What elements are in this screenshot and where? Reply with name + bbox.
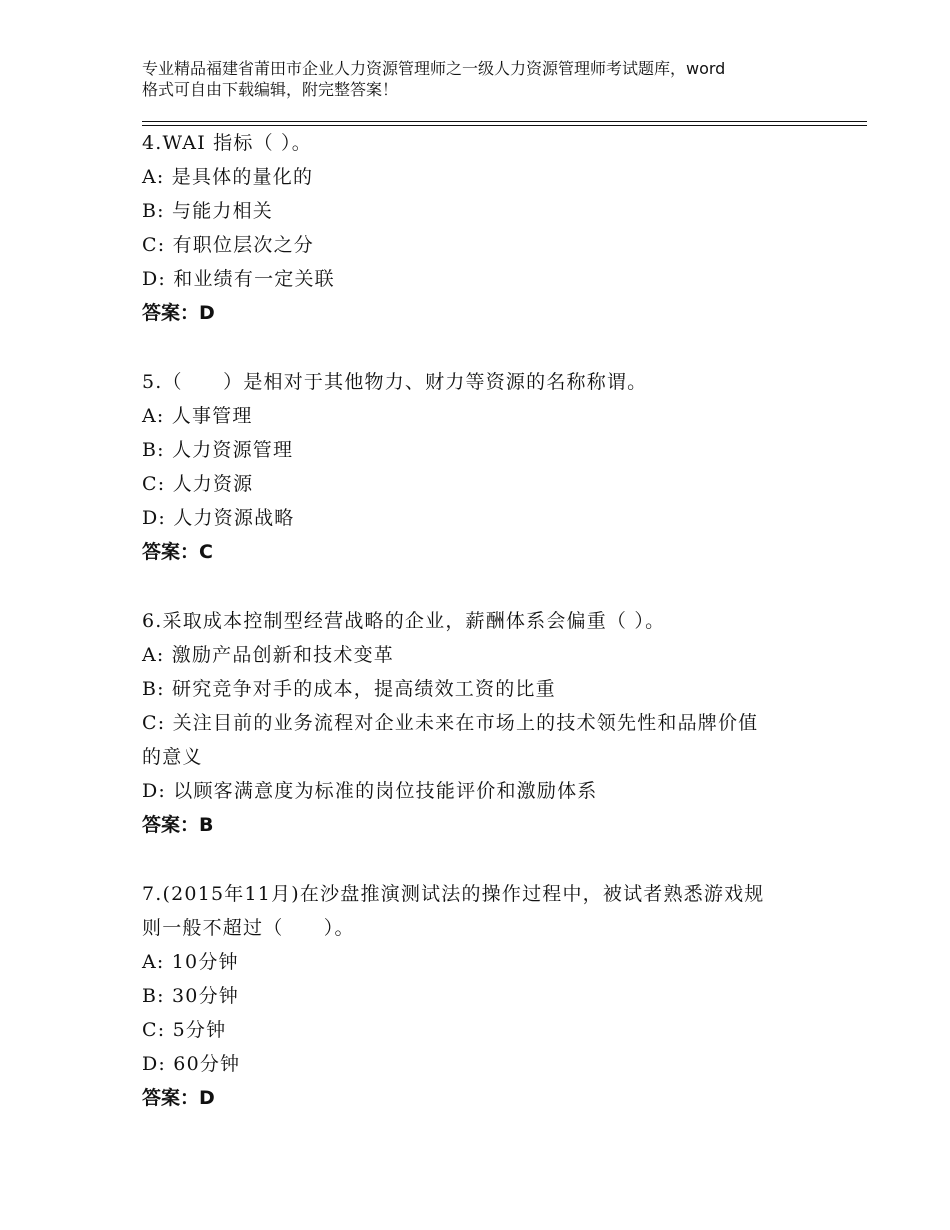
option-b: B: 人力资源管理 <box>142 439 294 461</box>
question-4 <box>142 126 822 330</box>
option-d: D: 以顾客满意度为标准的岗位技能评价和激励体系 <box>142 780 598 802</box>
question-5 <box>142 365 822 569</box>
option-c-continuation: 的意义 <box>142 746 203 768</box>
option-a: A: 人事管理 <box>142 405 253 427</box>
answer-label: 答案：B <box>142 814 214 836</box>
header-divider-top <box>142 121 867 122</box>
question-7 <box>142 877 822 1115</box>
option-c: C: 5分钟 <box>142 1019 227 1041</box>
answer-label: 答案：C <box>142 541 213 563</box>
option-b: B: 30分钟 <box>142 985 239 1007</box>
question-stem: 5.（ ）是相对于其他物力、财力等资源的名称称谓。 <box>142 371 648 393</box>
option-a: A: 激励产品创新和技术变革 <box>142 644 394 666</box>
option-b: B: 与能力相关 <box>142 200 274 222</box>
answer-label: 答案：D <box>142 1087 215 1109</box>
answer-label: 答案：D <box>142 302 215 324</box>
option-d: D: 60分钟 <box>142 1053 241 1075</box>
document-header <box>142 58 832 100</box>
option-d: D: 人力资源战略 <box>142 507 295 529</box>
question-stem: 7.(2015年11月)在沙盘推演测试法的操作过程中，被试者熟悉游戏规 <box>142 883 765 905</box>
header-title-line-1: 专业精品福建省莆田市企业人力资源管理师之一级人力资源管理师考试题库，word <box>142 59 726 78</box>
option-a: A: 是具体的量化的 <box>142 166 314 188</box>
question-stem-continuation: 则一般不超过（ ）。 <box>142 917 355 939</box>
question-6 <box>142 604 822 842</box>
option-c: C: 关注目前的业务流程对企业未来在市场上的技术领先性和品牌价值 <box>142 712 759 734</box>
option-a: A: 10分钟 <box>142 951 239 973</box>
question-stem: 4.WAI 指标（ ）。 <box>142 132 312 154</box>
header-title-line-2: 格式可自由下载编辑，附完整答案！ <box>142 80 399 99</box>
option-c: C: 有职位层次之分 <box>142 234 314 256</box>
question-stem: 6.采取成本控制型经营战略的企业，薪酬体系会偏重（ ）。 <box>142 610 666 632</box>
option-b: B: 研究竞争对手的成本，提高绩效工资的比重 <box>142 678 556 700</box>
option-c: C: 人力资源 <box>142 473 254 495</box>
option-d: D: 和业绩有一定关联 <box>142 268 335 290</box>
